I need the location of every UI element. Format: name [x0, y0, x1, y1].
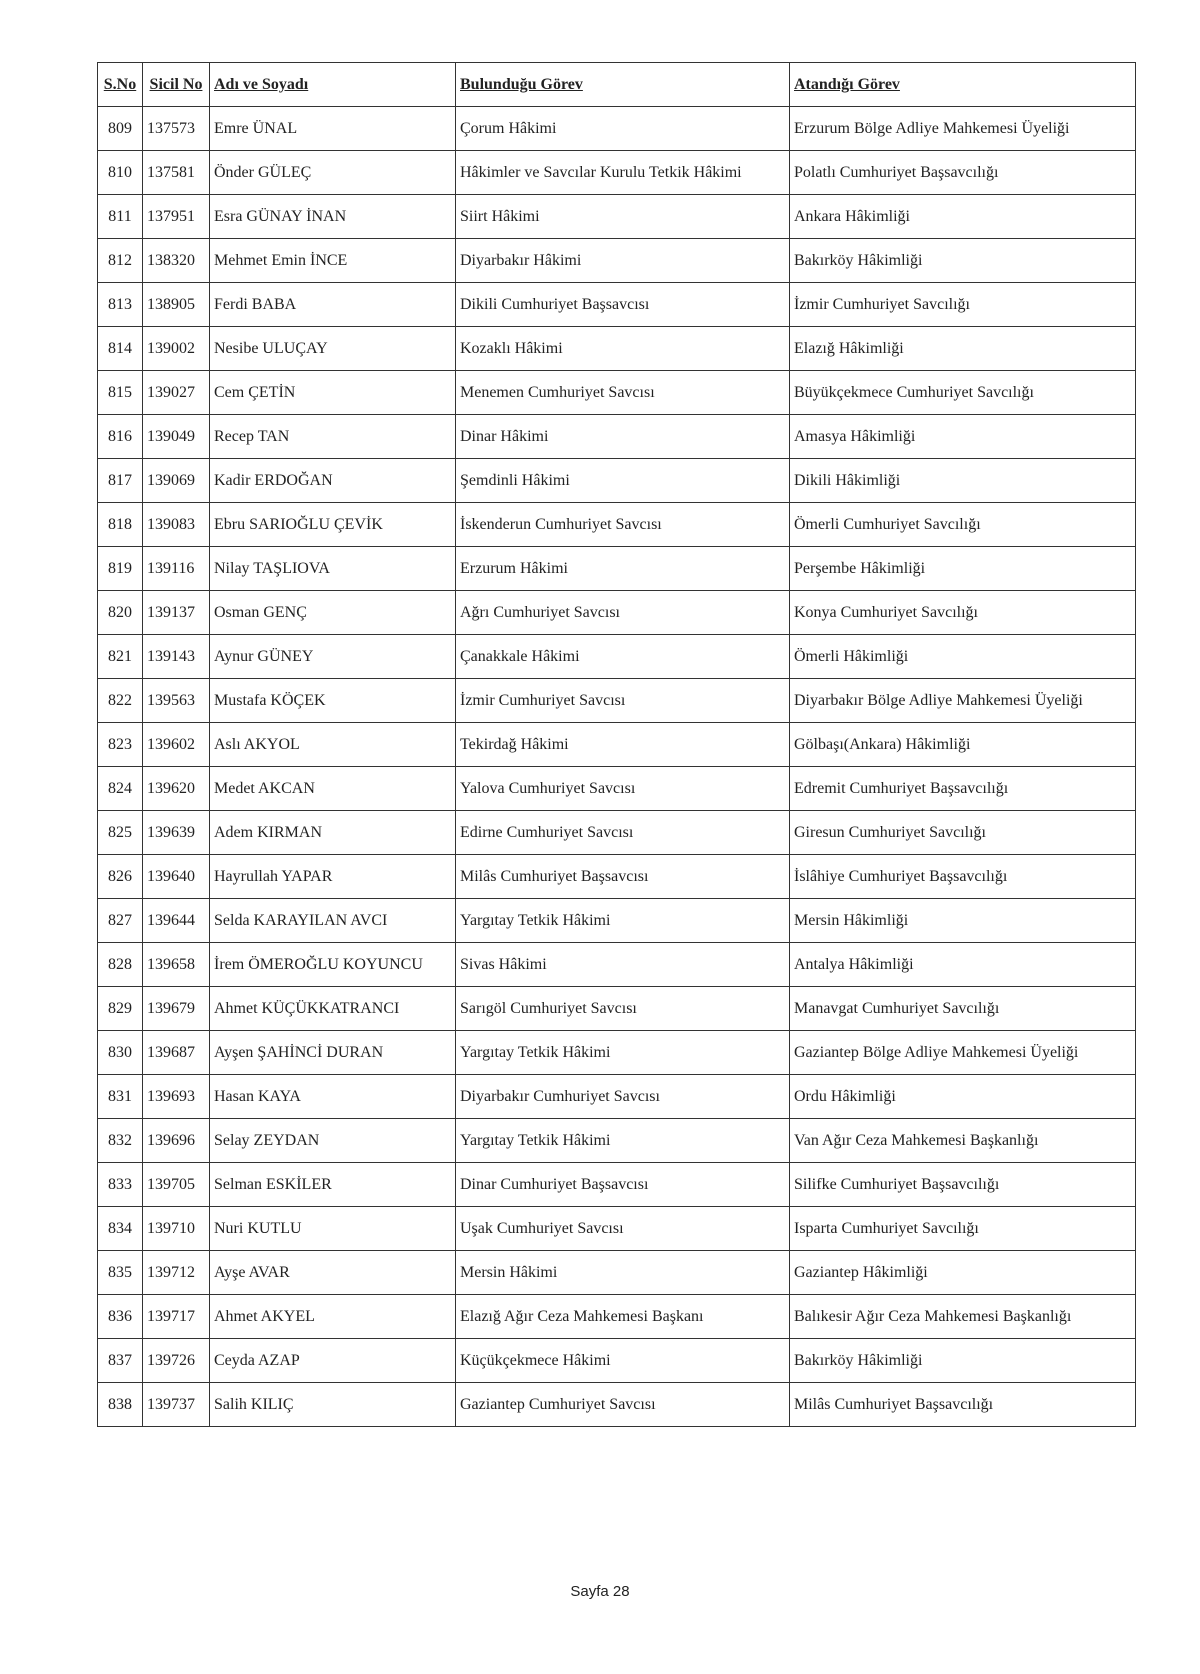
- cell-name: Aslı AKYOL: [210, 723, 456, 767]
- cell-sicil-no: 139069: [143, 459, 210, 503]
- cell-current-position: Milâs Cumhuriyet Başsavcısı: [456, 855, 790, 899]
- cell-current-position: Dinar Hâkimi: [456, 415, 790, 459]
- cell-sicil-no: 139696: [143, 1119, 210, 1163]
- cell-assigned-position: Ankara Hâkimliği: [790, 195, 1136, 239]
- cell-sno: 811: [98, 195, 143, 239]
- cell-assigned-position: Silifke Cumhuriyet Başsavcılığı: [790, 1163, 1136, 1207]
- cell-current-position: İzmir Cumhuriyet Savcısı: [456, 679, 790, 723]
- cell-sno: 812: [98, 239, 143, 283]
- cell-assigned-position: Gaziantep Hâkimliği: [790, 1251, 1136, 1295]
- table-row: [98, 1031, 1136, 1075]
- table-row: [98, 415, 1136, 459]
- cell-assigned-position: İslâhiye Cumhuriyet Başsavcılığı: [790, 855, 1136, 899]
- cell-assigned-position: Erzurum Bölge Adliye Mahkemesi Üyeliği: [790, 107, 1136, 151]
- cell-sicil-no: 138320: [143, 239, 210, 283]
- cell-sicil-no: 137951: [143, 195, 210, 239]
- cell-sicil-no: 139143: [143, 635, 210, 679]
- cell-sicil-no: 139687: [143, 1031, 210, 1075]
- appointment-table: [97, 62, 1136, 1427]
- table-body: [98, 107, 1136, 1427]
- table-row: [98, 283, 1136, 327]
- cell-name: Önder GÜLEÇ: [210, 151, 456, 195]
- cell-assigned-position: Ömerli Hâkimliği: [790, 635, 1136, 679]
- cell-sicil-no: 139693: [143, 1075, 210, 1119]
- cell-sno: 809: [98, 107, 143, 151]
- table-row: [98, 327, 1136, 371]
- cell-assigned-position: Giresun Cumhuriyet Savcılığı: [790, 811, 1136, 855]
- table-row: [98, 1119, 1136, 1163]
- table-row: [98, 1207, 1136, 1251]
- cell-sno: 829: [98, 987, 143, 1031]
- cell-sno: 833: [98, 1163, 143, 1207]
- cell-assigned-position: İzmir Cumhuriyet Savcılığı: [790, 283, 1136, 327]
- table-row: [98, 679, 1136, 723]
- cell-current-position: Tekirdağ Hâkimi: [456, 723, 790, 767]
- cell-assigned-position: Manavgat Cumhuriyet Savcılığı: [790, 987, 1136, 1031]
- cell-name: Osman GENÇ: [210, 591, 456, 635]
- cell-name: Esra GÜNAY İNAN: [210, 195, 456, 239]
- cell-sno: 825: [98, 811, 143, 855]
- cell-sno: 836: [98, 1295, 143, 1339]
- cell-sicil-no: 139726: [143, 1339, 210, 1383]
- cell-name: Ahmet KÜÇÜKKATRANCI: [210, 987, 456, 1031]
- cell-name: Ceyda AZAP: [210, 1339, 456, 1383]
- cell-name: Kadir ERDOĞAN: [210, 459, 456, 503]
- cell-assigned-position: Edremit Cumhuriyet Başsavcılığı: [790, 767, 1136, 811]
- cell-assigned-position: Antalya Hâkimliği: [790, 943, 1136, 987]
- cell-name: Ahmet AKYEL: [210, 1295, 456, 1339]
- page-number: Sayfa 28: [570, 1583, 630, 1600]
- cell-sno: 838: [98, 1383, 143, 1427]
- cell-sicil-no: 139137: [143, 591, 210, 635]
- cell-sicil-no: 139705: [143, 1163, 210, 1207]
- cell-sno: 834: [98, 1207, 143, 1251]
- cell-name: Medet AKCAN: [210, 767, 456, 811]
- cell-name: Ayşen ŞAHİNCİ DURAN: [210, 1031, 456, 1075]
- cell-current-position: Yargıtay Tetkik Hâkimi: [456, 1031, 790, 1075]
- cell-current-position: Kozaklı Hâkimi: [456, 327, 790, 371]
- cell-current-position: Dinar Cumhuriyet Başsavcısı: [456, 1163, 790, 1207]
- cell-sno: 832: [98, 1119, 143, 1163]
- cell-current-position: Yargıtay Tetkik Hâkimi: [456, 1119, 790, 1163]
- cell-name: Hasan KAYA: [210, 1075, 456, 1119]
- cell-assigned-position: Elazığ Hâkimliği: [790, 327, 1136, 371]
- cell-current-position: Erzurum Hâkimi: [456, 547, 790, 591]
- cell-assigned-position: Van Ağır Ceza Mahkemesi Başkanlığı: [790, 1119, 1136, 1163]
- cell-current-position: Edirne Cumhuriyet Savcısı: [456, 811, 790, 855]
- cell-name: İrem ÖMEROĞLU KOYUNCU: [210, 943, 456, 987]
- cell-sno: 818: [98, 503, 143, 547]
- cell-sicil-no: 139658: [143, 943, 210, 987]
- cell-sno: 821: [98, 635, 143, 679]
- header-assigned-position: Atandığı Görev: [790, 63, 1136, 107]
- cell-current-position: Dikili Cumhuriyet Başsavcısı: [456, 283, 790, 327]
- header-current-position: Bulunduğu Görev: [456, 63, 790, 107]
- cell-current-position: Uşak Cumhuriyet Savcısı: [456, 1207, 790, 1251]
- cell-current-position: Yalova Cumhuriyet Savcısı: [456, 767, 790, 811]
- cell-name: Selda KARAYILAN AVCI: [210, 899, 456, 943]
- cell-current-position: Mersin Hâkimi: [456, 1251, 790, 1295]
- cell-assigned-position: Dikili Hâkimliği: [790, 459, 1136, 503]
- cell-assigned-position: Bakırköy Hâkimliği: [790, 239, 1136, 283]
- cell-current-position: Sivas Hâkimi: [456, 943, 790, 987]
- cell-name: Ferdi BABA: [210, 283, 456, 327]
- table-row: [98, 811, 1136, 855]
- cell-sno: 830: [98, 1031, 143, 1075]
- cell-name: Cem ÇETİN: [210, 371, 456, 415]
- cell-name: Mehmet Emin İNCE: [210, 239, 456, 283]
- cell-name: Ayşe AVAR: [210, 1251, 456, 1295]
- cell-sicil-no: 139644: [143, 899, 210, 943]
- cell-sno: 813: [98, 283, 143, 327]
- cell-name: Aynur GÜNEY: [210, 635, 456, 679]
- table-row: [98, 503, 1136, 547]
- table-row: [98, 547, 1136, 591]
- cell-assigned-position: Isparta Cumhuriyet Savcılığı: [790, 1207, 1136, 1251]
- cell-assigned-position: Mersin Hâkimliği: [790, 899, 1136, 943]
- table-row: [98, 1339, 1136, 1383]
- cell-sicil-no: 137581: [143, 151, 210, 195]
- table-header-row: [98, 63, 1136, 107]
- cell-name: Nuri KUTLU: [210, 1207, 456, 1251]
- cell-current-position: Menemen Cumhuriyet Savcısı: [456, 371, 790, 415]
- cell-current-position: Elazığ Ağır Ceza Mahkemesi Başkanı: [456, 1295, 790, 1339]
- table-row: [98, 723, 1136, 767]
- cell-current-position: Hâkimler ve Savcılar Kurulu Tetkik Hâkimi: [456, 151, 790, 195]
- header-sno: S.No: [98, 63, 143, 107]
- cell-sicil-no: 139563: [143, 679, 210, 723]
- table-row: [98, 151, 1136, 195]
- cell-name: Selay ZEYDAN: [210, 1119, 456, 1163]
- cell-assigned-position: Amasya Hâkimliği: [790, 415, 1136, 459]
- cell-sicil-no: 139116: [143, 547, 210, 591]
- cell-sno: 814: [98, 327, 143, 371]
- table-row: [98, 107, 1136, 151]
- cell-sicil-no: 137573: [143, 107, 210, 151]
- cell-assigned-position: Milâs Cumhuriyet Başsavcılığı: [790, 1383, 1136, 1427]
- cell-sicil-no: 139002: [143, 327, 210, 371]
- table-row: [98, 855, 1136, 899]
- cell-sno: 824: [98, 767, 143, 811]
- table-row: [98, 1383, 1136, 1427]
- cell-current-position: Gaziantep Cumhuriyet Savcısı: [456, 1383, 790, 1427]
- cell-current-position: Sarıgöl Cumhuriyet Savcısı: [456, 987, 790, 1031]
- cell-name: Adem KIRMAN: [210, 811, 456, 855]
- cell-sno: 815: [98, 371, 143, 415]
- cell-sicil-no: 139639: [143, 811, 210, 855]
- cell-sicil-no: 139717: [143, 1295, 210, 1339]
- cell-sicil-no: 139679: [143, 987, 210, 1031]
- cell-current-position: Ağrı Cumhuriyet Savcısı: [456, 591, 790, 635]
- cell-current-position: Çanakkale Hâkimi: [456, 635, 790, 679]
- cell-current-position: Diyarbakır Cumhuriyet Savcısı: [456, 1075, 790, 1119]
- cell-current-position: İskenderun Cumhuriyet Savcısı: [456, 503, 790, 547]
- cell-sicil-no: 139712: [143, 1251, 210, 1295]
- cell-assigned-position: Büyükçekmece Cumhuriyet Savcılığı: [790, 371, 1136, 415]
- table-row: [98, 371, 1136, 415]
- cell-assigned-position: Gölbaşı(Ankara) Hâkimliği: [790, 723, 1136, 767]
- cell-sicil-no: 139640: [143, 855, 210, 899]
- cell-assigned-position: Balıkesir Ağır Ceza Mahkemesi Başkanlığı: [790, 1295, 1136, 1339]
- cell-sno: 810: [98, 151, 143, 195]
- cell-sicil-no: 139710: [143, 1207, 210, 1251]
- cell-name: Mustafa KÖÇEK: [210, 679, 456, 723]
- cell-name: Emre ÜNAL: [210, 107, 456, 151]
- cell-current-position: Şemdinli Hâkimi: [456, 459, 790, 503]
- cell-name: Ebru SARIOĞLU ÇEVİK: [210, 503, 456, 547]
- table-row: [98, 1251, 1136, 1295]
- table-row: [98, 635, 1136, 679]
- table-row: [98, 899, 1136, 943]
- cell-name: Recep TAN: [210, 415, 456, 459]
- cell-current-position: Küçükçekmece Hâkimi: [456, 1339, 790, 1383]
- cell-assigned-position: Perşembe Hâkimliği: [790, 547, 1136, 591]
- cell-sicil-no: 139083: [143, 503, 210, 547]
- table-row: [98, 987, 1136, 1031]
- cell-assigned-position: Gaziantep Bölge Adliye Mahkemesi Üyeliği: [790, 1031, 1136, 1075]
- table-row: [98, 591, 1136, 635]
- cell-name: Nesibe ULUÇAY: [210, 327, 456, 371]
- cell-sno: 826: [98, 855, 143, 899]
- cell-assigned-position: Bakırköy Hâkimliği: [790, 1339, 1136, 1383]
- cell-current-position: Yargıtay Tetkik Hâkimi: [456, 899, 790, 943]
- cell-current-position: Diyarbakır Hâkimi: [456, 239, 790, 283]
- cell-sno: 817: [98, 459, 143, 503]
- cell-sicil-no: 139602: [143, 723, 210, 767]
- header-name: Adı ve Soyadı: [210, 63, 456, 107]
- table-row: [98, 1295, 1136, 1339]
- cell-name: Hayrullah YAPAR: [210, 855, 456, 899]
- cell-assigned-position: Ordu Hâkimliği: [790, 1075, 1136, 1119]
- cell-assigned-position: Ömerli Cumhuriyet Savcılığı: [790, 503, 1136, 547]
- cell-sicil-no: 138905: [143, 283, 210, 327]
- cell-sno: 828: [98, 943, 143, 987]
- table-row: [98, 195, 1136, 239]
- table-row: [98, 239, 1136, 283]
- cell-name: Salih KILIÇ: [210, 1383, 456, 1427]
- cell-sicil-no: 139620: [143, 767, 210, 811]
- table-row: [98, 1163, 1136, 1207]
- cell-sicil-no: 139049: [143, 415, 210, 459]
- cell-current-position: Çorum Hâkimi: [456, 107, 790, 151]
- table-row: [98, 943, 1136, 987]
- cell-sno: 820: [98, 591, 143, 635]
- cell-sno: 823: [98, 723, 143, 767]
- cell-sicil-no: 139027: [143, 371, 210, 415]
- cell-sno: 822: [98, 679, 143, 723]
- cell-sno: 827: [98, 899, 143, 943]
- cell-sicil-no: 139737: [143, 1383, 210, 1427]
- cell-assigned-position: Diyarbakır Bölge Adliye Mahkemesi Üyeliği: [790, 679, 1136, 723]
- cell-sno: 816: [98, 415, 143, 459]
- table-row: [98, 1075, 1136, 1119]
- table-row: [98, 459, 1136, 503]
- cell-current-position: Siirt Hâkimi: [456, 195, 790, 239]
- cell-sno: 835: [98, 1251, 143, 1295]
- cell-assigned-position: Konya Cumhuriyet Savcılığı: [790, 591, 1136, 635]
- cell-name: Nilay TAŞLIOVA: [210, 547, 456, 591]
- header-sicil-no: Sicil No: [143, 63, 210, 107]
- cell-name: Selman ESKİLER: [210, 1163, 456, 1207]
- cell-sno: 837: [98, 1339, 143, 1383]
- cell-sno: 831: [98, 1075, 143, 1119]
- table-row: [98, 767, 1136, 811]
- cell-assigned-position: Polatlı Cumhuriyet Başsavcılığı: [790, 151, 1136, 195]
- cell-sno: 819: [98, 547, 143, 591]
